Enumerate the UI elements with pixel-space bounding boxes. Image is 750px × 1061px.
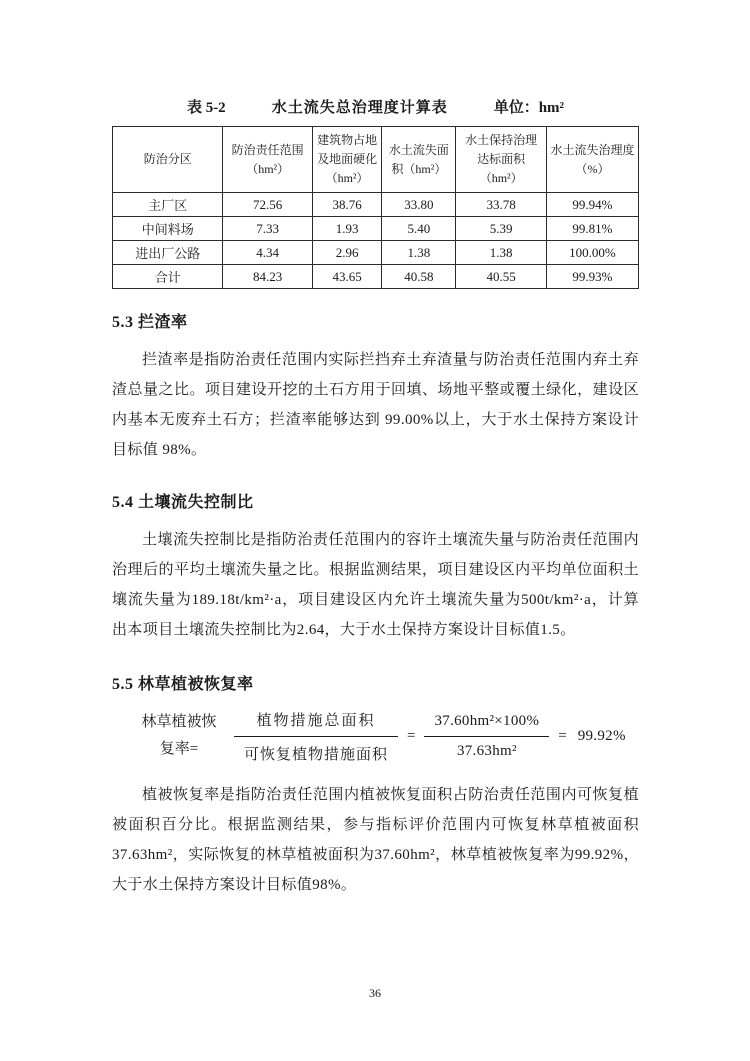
table-cell: 99.94% — [546, 193, 638, 217]
section-5-3-paragraph: 拦渣率是指防治责任范围内实际拦挡弃土弃渣量与防治责任范围内弃土弃渣总量之比。项目建设开挖的土石方用于回填、场地平整或覆土绿化，建设区内基本无废弃土石方；拦渣率能够达到 99.00%以上，大于水土保持方案设计目标值 98%。 — [112, 352, 639, 458]
table-cell: 38.76 — [312, 193, 381, 217]
formula-denominator-terms: 可恢复植物措施面积 — [244, 747, 389, 763]
table-header-cell: 建筑物占地及地面硬化（hm²） — [312, 127, 381, 193]
formula-denominator-value: 37.63hm² — [456, 743, 517, 759]
table-cell: 40.55 — [456, 265, 546, 289]
table-cell: 合计 — [113, 265, 223, 289]
table-cell: 进出厂公路 — [113, 241, 223, 265]
table-cell: 主厂区 — [113, 193, 223, 217]
table-cell: 100.00% — [546, 241, 638, 265]
table-row — [113, 241, 639, 265]
table-cell: 84.23 — [223, 265, 312, 289]
table-cell: 2.96 — [312, 241, 381, 265]
table-row-total — [113, 265, 639, 289]
section-5-3-heading: 5.3 拦渣率 — [112, 314, 188, 331]
table-header-cell: 水土流失面积（hm²） — [382, 127, 456, 193]
formula-label — [138, 709, 220, 763]
table-cell: 1.93 — [312, 217, 381, 241]
section-5-5 — [112, 671, 639, 900]
table-cell: 33.80 — [382, 193, 456, 217]
formula-equals-sign: = — [558, 727, 567, 744]
table-header-cell: 水土保持治理达标面积（hm²） — [456, 127, 546, 193]
table-cell: 1.38 — [456, 241, 546, 265]
table-cell: 5.40 — [382, 217, 456, 241]
formula-label-line2: 复率= — [159, 741, 199, 757]
table-cell: 7.33 — [223, 217, 312, 241]
vegetation-recovery-formula — [138, 708, 639, 764]
formula-numerator-terms: 植物措施总面积 — [234, 708, 398, 737]
page-content — [112, 96, 639, 900]
table-caption-label: 表 5-2 — [186, 100, 226, 116]
section-5-5-paragraph: 植被恢复率是指防治责任范围内植被恢复面积占防治责任范围内可恢复植被面积百分比。根据监测结果，参与指标评价范围内可恢复林草植被面积37.63hm²，实际恢复的林草植被面积为37.60hm²，林草植被恢复率为99.92%，大于水土保持方案设计目标值98%。 — [112, 787, 639, 893]
page-number: 36 — [369, 986, 381, 1000]
table-caption-unit: 单位：hm² — [493, 100, 565, 116]
table-cell: 72.56 — [223, 193, 312, 217]
formula-fraction-terms — [234, 708, 398, 764]
table-cell: 4.34 — [223, 241, 312, 265]
formula-result: 99.92% — [577, 727, 626, 744]
formula-equals-sign: = — [407, 727, 416, 744]
section-5-4 — [112, 489, 639, 645]
table-cell: 1.38 — [382, 241, 456, 265]
section-5-5-heading: 5.5 林草植被恢复率 — [112, 676, 254, 693]
table-cell: 中间料场 — [113, 217, 223, 241]
table-caption — [112, 96, 639, 117]
table-cell: 99.81% — [546, 217, 638, 241]
section-5-4-heading: 5.4 土壤流失控制比 — [112, 494, 254, 511]
treatment-degree-table — [112, 126, 639, 289]
formula-fraction-values — [424, 712, 549, 760]
table-row — [113, 217, 639, 241]
section-5-3 — [112, 309, 639, 465]
table-header-cell: 水土流失治理度（%） — [546, 127, 638, 193]
formula-label-line1: 林草植被恢 — [141, 714, 217, 730]
table-header-row — [113, 127, 639, 193]
table-cell: 33.78 — [456, 193, 546, 217]
table-cell: 43.65 — [312, 265, 381, 289]
formula-numerator-value: 37.60hm²×100% — [424, 712, 549, 737]
table-caption-title: 水土流失总治理度计算表 — [271, 100, 448, 116]
table-row — [113, 193, 639, 217]
table-cell: 5.39 — [456, 217, 546, 241]
table-cell: 40.58 — [382, 265, 456, 289]
section-5-4-paragraph: 土壤流失控制比是指防治责任范围内的容许土壤流失量与防治责任范围内治理后的平均土壤流失量之比。根据监测结果，项目建设区内平均单位面积土壤流失量为189.18t/km²·a，项目建设区内允许土壤流失量为500t/km²·a，计算出本项目土壤流失控制比为2.64，大于水土保持方案设计目标值1.5。 — [112, 532, 639, 638]
table-header-cell: 防治责任范围（hm²） — [223, 127, 312, 193]
table-cell: 99.93% — [546, 265, 638, 289]
table-header-cell: 防治分区 — [113, 127, 223, 193]
